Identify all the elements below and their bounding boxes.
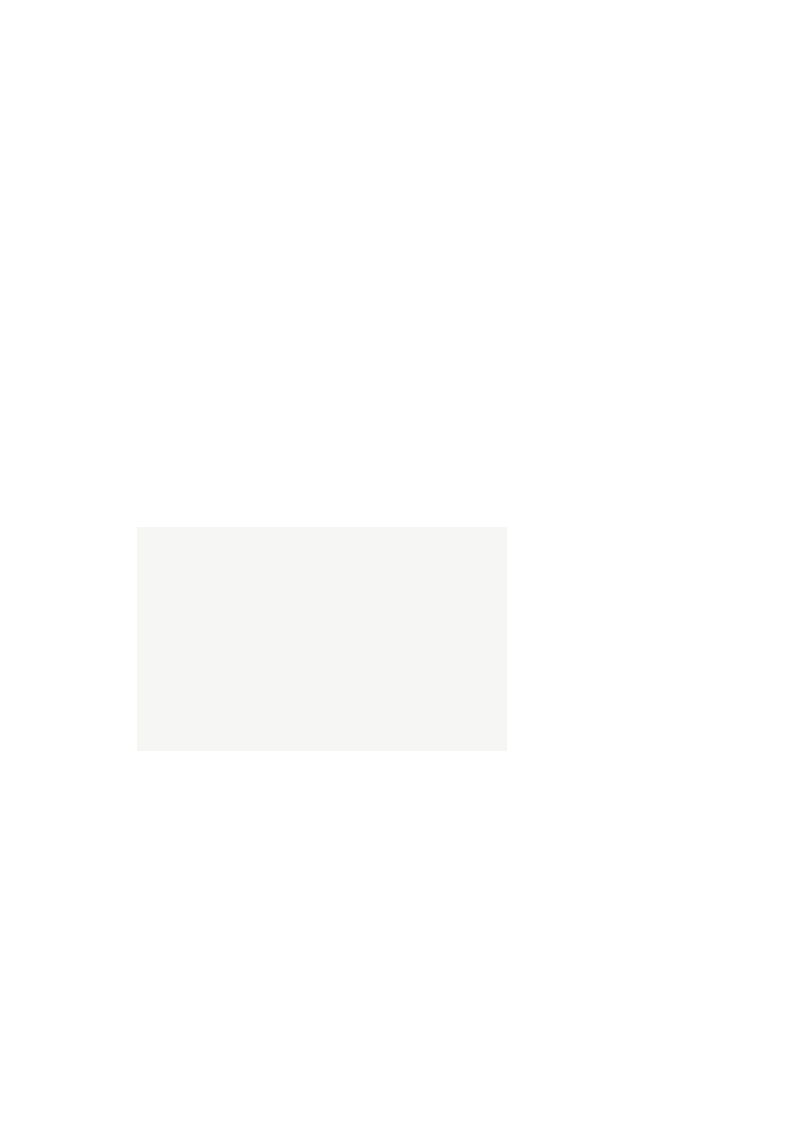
question-1 <box>121 815 125 831</box>
bar-chart <box>137 527 507 751</box>
bar-chart-svg <box>137 527 507 751</box>
question-part-1 <box>142 905 162 921</box>
blank-grid-paper <box>139 191 439 331</box>
